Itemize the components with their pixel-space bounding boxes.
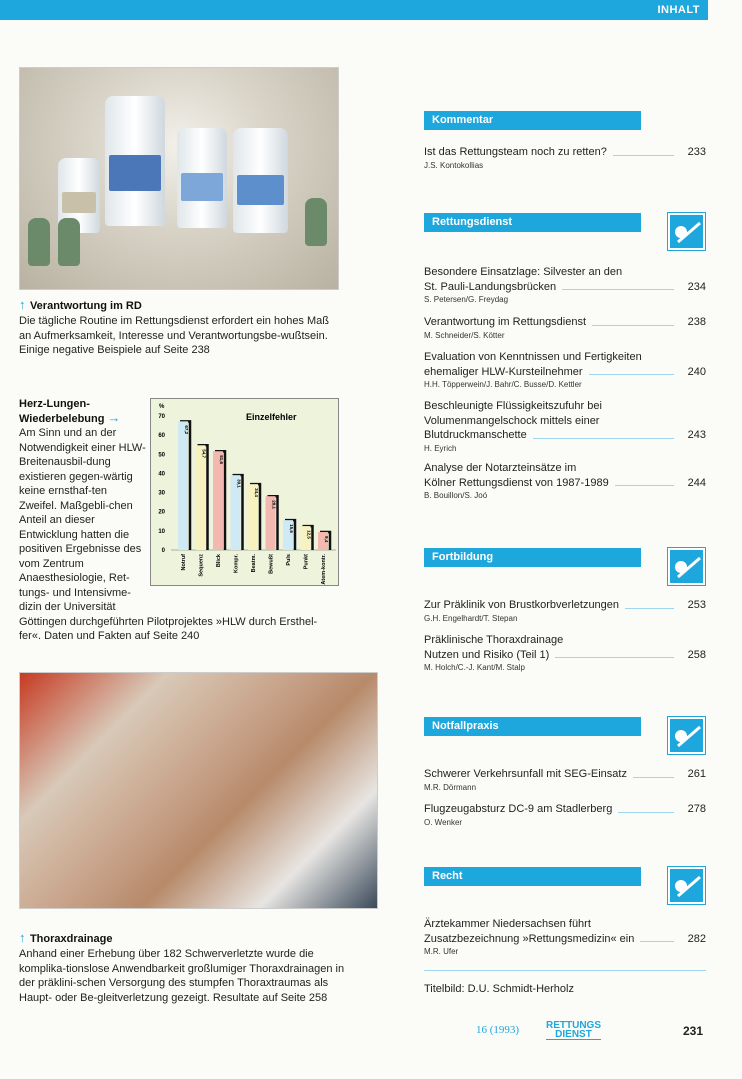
entry-authors: G.H. Engelhardt/T. Stepan xyxy=(424,613,518,623)
entry-authors: J.S. Kontokollias xyxy=(424,160,484,170)
entry-title: Verantwortung im Rettungsdienst xyxy=(424,316,587,328)
bar-value-label: 67,2 xyxy=(184,425,189,435)
logo-top: RETTUNGS xyxy=(546,1020,601,1031)
caption-title: Thoraxdrainage xyxy=(29,933,113,945)
leader-line xyxy=(592,325,674,326)
leader-line xyxy=(562,289,674,290)
bar xyxy=(213,451,223,550)
x-tick-label: Sequenz xyxy=(198,554,205,577)
x-tick-label: Atem-kontr. xyxy=(321,554,327,585)
chart-title: Einzelfehler xyxy=(246,412,297,422)
caption-text: Am Sinn und an der Notwendigkeit einer HLW-Breitenausbil-dung existieren gegen-wärtig keine ernsthaf-ten Zweifel. Maßgebli-chen Anteil an dieser Entwicklung hatten die positiven Ergebnisse des vom Zentrum Anaesthesiologie, Ret-tungs- und Intensivme-dizin der Universität xyxy=(19,427,146,613)
y-tick-label: 40 xyxy=(158,471,165,478)
entry-page: 240 xyxy=(687,365,706,378)
logo-bottom: DIENST xyxy=(555,1029,592,1040)
bar xyxy=(196,445,206,550)
first-aid-icon xyxy=(668,717,705,754)
entry-page: 253 xyxy=(687,599,706,611)
entry-page: 243 xyxy=(687,429,706,441)
leader-line xyxy=(618,812,674,813)
leader-line xyxy=(613,155,674,156)
y-tick-label: 60 xyxy=(158,433,165,440)
entry-authors: H. Eyrich xyxy=(424,443,457,453)
entry-title: Evaluation von Kenntnissen und Fertigkeiten xyxy=(424,351,642,363)
section-header-rettungsdienst: Rettungsdienst xyxy=(424,213,641,232)
entry-title: Volumenmangelschock mittels einer xyxy=(424,414,600,427)
entry-page: 234 xyxy=(687,280,706,293)
toc-entry[interactable] xyxy=(424,598,706,624)
leader-line xyxy=(589,374,674,375)
cover-credit: Titelbild: D.U. Schmidt-Herholz xyxy=(424,983,574,995)
entry-authors: O. Wenker xyxy=(424,817,463,827)
entry-title: Besondere Einsatzlage: Silvester an den xyxy=(424,266,623,278)
bar-value-label: 34,4 xyxy=(254,488,259,497)
leader-line xyxy=(633,777,674,778)
paragraph-icon xyxy=(668,867,705,904)
leader-line xyxy=(555,657,674,658)
entry-page: 261 xyxy=(687,768,706,780)
arrow-up-icon: ↑ xyxy=(19,930,26,945)
toc-entry[interactable] xyxy=(424,461,706,501)
caption-text-continued: Göttingen durchgeführten Pilotprojektes »HLW durch Ersthel-fer«. Daten und Fakten auf Seite 240 xyxy=(19,615,318,642)
leader-line xyxy=(533,438,674,439)
photo-thoraxdrainage xyxy=(19,672,378,909)
magazine-logo xyxy=(546,1021,601,1040)
entry-page: 244 xyxy=(687,476,706,489)
entry-page: 278 xyxy=(687,803,706,815)
toc-entry[interactable] xyxy=(424,265,706,305)
caption-title: Verantwortung im RD xyxy=(29,300,142,312)
entry-title: Zur Präklinik von Brustkorbverletzungen xyxy=(424,599,620,611)
entry-title: Ist das Rettungsteam noch zu retten? xyxy=(424,146,607,158)
photo-infusion-bottles xyxy=(19,67,339,290)
section-header-recht: Recht xyxy=(424,867,641,886)
y-axis-label: % xyxy=(159,404,165,410)
teaching-icon xyxy=(668,548,705,585)
leader-line xyxy=(640,941,674,942)
entry-title: Zusatzbezeichnung »Rettungsmedizin« ein xyxy=(424,932,635,945)
entry-title: Blutdruckmanschette xyxy=(424,429,527,441)
y-tick-label: 10 xyxy=(158,528,165,535)
entry-page: 258 xyxy=(687,648,706,661)
bar-chart xyxy=(151,399,340,587)
toc-entry[interactable] xyxy=(424,767,706,793)
toc-entry[interactable] xyxy=(424,633,706,673)
section-header-kommentar: Kommentar xyxy=(424,111,641,130)
y-tick-label: 0 xyxy=(161,548,165,554)
entry-title: St. Pauli-Landungsbrücken xyxy=(424,280,557,293)
y-tick-label: 20 xyxy=(158,509,165,516)
section-header-fortbildung: Fortbildung xyxy=(424,548,641,567)
entry-page: 238 xyxy=(687,316,706,328)
header-bar xyxy=(0,0,708,20)
entry-title: Nutzen und Risiko (Teil 1) xyxy=(424,648,550,661)
caption-text: Anhand einer Erhebung über 182 Schwerverletzte wurde die komplika-tionslose Anwendbarkeit großlumiger Thoraxdrainagen in der präklini-schen Versorgung des stumpfen Thoraxtraumas als Haupt- oder Be-gleitverletzung gezeigt. Resultate auf Seite 258 xyxy=(19,948,345,1004)
caption-title: Herz-Lungen-Wiederbelebung xyxy=(19,398,105,425)
entry-title: Kölner Rettungsdienst von 1987-1989 xyxy=(424,476,609,489)
entry-authors: M.R. Ufer xyxy=(424,947,459,956)
entry-title: Beschleunigte Flüssigkeitszufuhr bei xyxy=(424,400,602,412)
issue-number: 16 (1993) xyxy=(476,1024,520,1036)
header-label: INHALT xyxy=(657,4,700,16)
x-tick-label: Bewußt xyxy=(268,554,275,574)
x-tick-label: Puls xyxy=(286,554,292,566)
entry-title: Schwerer Verkehrsunfall mit SEG-Einsatz xyxy=(424,768,627,780)
leader-line xyxy=(625,608,674,609)
caption-text: Die tägliche Routine im Rettungsdienst erfordert ein hohes Maß an Aufmerksamkeit, Interesse und Verantwortungsbe-wußtsein. Einige negative Beispiele auf Seite 238 xyxy=(19,315,329,356)
bar-value-label: 54,7 xyxy=(201,449,207,459)
entry-title: Ärztekammer Niedersachsen führt xyxy=(424,918,591,930)
entry-title: ehemaliger HLW-Kursteilnehmer xyxy=(424,365,583,378)
chart-einzelfehler xyxy=(150,398,339,586)
entry-page: 233 xyxy=(687,146,706,158)
arrow-up-icon: ↑ xyxy=(19,297,26,312)
caption-verantwortung xyxy=(19,296,339,358)
entry-authors: M. Holch/C.-J. Kant/M. Stalp xyxy=(424,663,525,672)
entry-authors: H.H. Töpperwein/J. Bahr/C. Busse/D. Kettler xyxy=(424,380,582,389)
x-tick-label: Blick xyxy=(216,554,222,568)
toc-entry[interactable] xyxy=(424,350,706,390)
x-tick-label: Punkt xyxy=(303,554,310,570)
section-header-notfallpraxis: Notfallpraxis xyxy=(424,717,641,736)
bar-value-label: 9,4 xyxy=(324,536,329,543)
toc-entry[interactable] xyxy=(424,399,706,454)
entry-authors: S. Petersen/G. Freydag xyxy=(424,295,509,304)
bar-value-label: 28,1 xyxy=(271,500,277,509)
x-tick-label: Notruf xyxy=(181,554,187,571)
y-tick-label: 70 xyxy=(158,414,165,420)
y-tick-label: 50 xyxy=(158,452,165,459)
page-number: 231 xyxy=(683,1024,704,1038)
caption-thoraxdrainage xyxy=(19,929,359,1005)
bar xyxy=(178,421,188,550)
toc-entry[interactable] xyxy=(424,917,706,957)
entry-authors: M.R. Dörmann xyxy=(424,782,477,792)
toc-entry[interactable] xyxy=(424,315,706,341)
y-tick-label: 30 xyxy=(158,490,165,497)
bar-value-label: 15,6 xyxy=(289,524,294,533)
entry-authors: B. Bouillon/S. Joó xyxy=(424,491,488,500)
bar-value-label: 39,1 xyxy=(236,479,242,488)
entry-title: Flugzeugabsturz DC-9 am Stadlerberg xyxy=(424,803,613,815)
divider xyxy=(424,970,706,971)
bar-value-label: 51,6 xyxy=(219,455,224,464)
x-tick-label: Beatm. xyxy=(251,554,257,573)
entry-page: 282 xyxy=(687,932,706,945)
entry-title: Präklinische Thoraxdrainage xyxy=(424,634,564,646)
toc-entry[interactable] xyxy=(424,145,706,171)
entry-title: Analyse der Notarzteinsätze im xyxy=(424,462,577,474)
ambulance-icon xyxy=(668,213,705,250)
leader-line xyxy=(615,485,674,486)
toc-entry[interactable] xyxy=(424,802,706,828)
arrow-right-icon: → xyxy=(107,410,121,425)
x-tick-label: Kompr. xyxy=(233,554,240,573)
entry-authors: M. Schneider/S. Kötter xyxy=(424,330,505,340)
bar-value-label: 12,5 xyxy=(306,530,312,539)
